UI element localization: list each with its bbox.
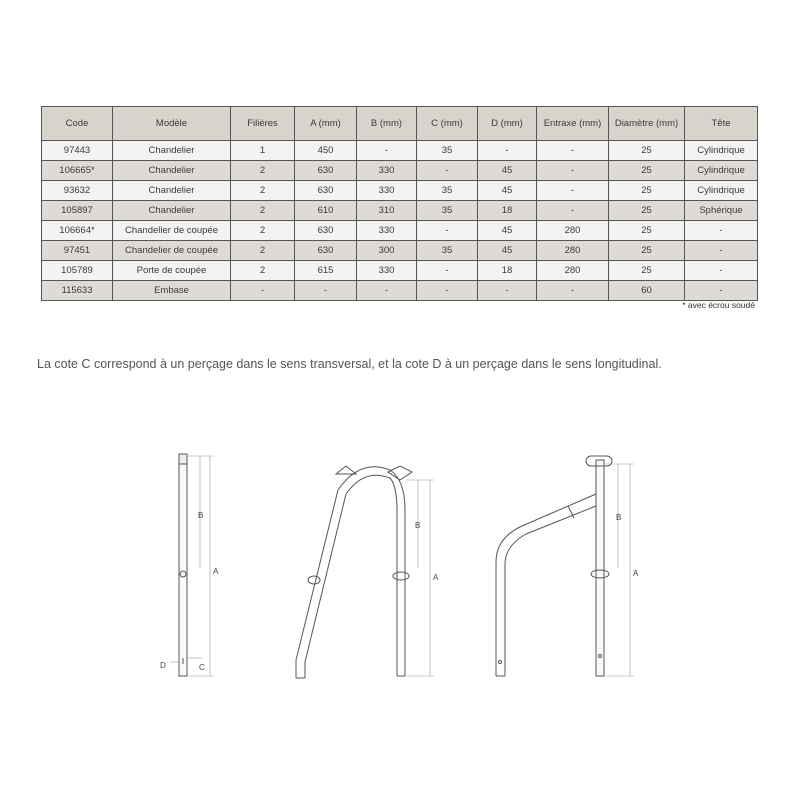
table-cell: 2: [231, 161, 295, 181]
table-cell: 25: [609, 261, 685, 281]
table-cell: 330: [357, 161, 417, 181]
table-cell: Porte de coupée: [113, 261, 231, 281]
table-cell: -: [685, 241, 758, 261]
table-cell: -: [417, 161, 478, 181]
label-d-1: D: [160, 661, 166, 670]
label-b-2: B: [415, 521, 421, 530]
table-cell: 2: [231, 241, 295, 261]
label-a-2: A: [433, 573, 439, 582]
table-cell: 630: [295, 181, 357, 201]
table-cell: 2: [231, 181, 295, 201]
table-cell: -: [295, 281, 357, 301]
table-cell: 1: [231, 141, 295, 161]
table-cell: 615: [295, 261, 357, 281]
table-cell: -: [537, 161, 609, 181]
table-cell: 45: [478, 161, 537, 181]
table-cell: 105897: [42, 201, 113, 221]
table-cell: 450: [295, 141, 357, 161]
table-cell: -: [417, 281, 478, 301]
table-row: [42, 201, 758, 221]
table-cell: Chandelier de coupée: [113, 221, 231, 241]
table-row: [42, 141, 758, 161]
table-cell: 630: [295, 241, 357, 261]
table-cell: 330: [357, 181, 417, 201]
table-cell: Chandelier: [113, 201, 231, 221]
table-cell: 280: [537, 221, 609, 241]
table-cell: -: [685, 221, 758, 241]
column-header: D (mm): [478, 107, 537, 141]
label-c-1: C: [199, 663, 205, 672]
table-cell: 97451: [42, 241, 113, 261]
label-a-1: A: [213, 567, 219, 576]
table-cell: 25: [609, 161, 685, 181]
table-cell: Cylindrique: [685, 181, 758, 201]
table-cell: 300: [357, 241, 417, 261]
table-cell: -: [537, 181, 609, 201]
column-header: A (mm): [295, 107, 357, 141]
table-cell: 45: [478, 181, 537, 201]
table-cell: Chandelier: [113, 181, 231, 201]
column-header: B (mm): [357, 107, 417, 141]
table-row: [42, 281, 758, 301]
table-cell: 93632: [42, 181, 113, 201]
column-header: Filières: [231, 107, 295, 141]
table-cell: Chandelier: [113, 141, 231, 161]
table-cell: -: [478, 141, 537, 161]
stanchion-gangway-drawing: [296, 466, 434, 678]
table-body: [42, 141, 758, 301]
table-cell: Chandelier: [113, 161, 231, 181]
table-cell: 25: [609, 201, 685, 221]
table-cell: 25: [609, 241, 685, 261]
table-cell: 35: [417, 201, 478, 221]
table-cell: 2: [231, 261, 295, 281]
table-cell: -: [478, 281, 537, 301]
table-cell: -: [685, 281, 758, 301]
table-cell: Embase: [113, 281, 231, 301]
table-cell: 45: [478, 221, 537, 241]
table-cell: 105789: [42, 261, 113, 281]
spec-table: [41, 106, 758, 301]
table-cell: -: [231, 281, 295, 301]
column-header: Tête: [685, 107, 758, 141]
table-cell: 25: [609, 141, 685, 161]
table-cell: -: [537, 201, 609, 221]
column-header: Diamètre (mm): [609, 107, 685, 141]
table-cell: 35: [417, 241, 478, 261]
table-cell: 45: [478, 241, 537, 261]
table-cell: 97443: [42, 141, 113, 161]
footnote: * avec écrou soudé: [682, 300, 755, 310]
table-cell: 25: [609, 221, 685, 241]
table-cell: Cylindrique: [685, 161, 758, 181]
table-cell: 330: [357, 221, 417, 241]
table-cell: 106664*: [42, 221, 113, 241]
table-row: [42, 161, 758, 181]
table-cell: -: [357, 281, 417, 301]
table-cell: 330: [357, 261, 417, 281]
label-b-3: B: [616, 513, 622, 522]
table-cell: 310: [357, 201, 417, 221]
table-cell: -: [417, 221, 478, 241]
column-header: Code: [42, 107, 113, 141]
label-a-3: A: [633, 569, 639, 578]
table-cell: 115633: [42, 281, 113, 301]
table-cell: 610: [295, 201, 357, 221]
table-cell: Cylindrique: [685, 141, 758, 161]
table-cell: 2: [231, 221, 295, 241]
table-row: [42, 181, 758, 201]
column-header: C (mm): [417, 107, 478, 141]
table-cell: 18: [478, 201, 537, 221]
table-cell: -: [537, 281, 609, 301]
label-b-1: B: [198, 511, 204, 520]
table-cell: -: [685, 261, 758, 281]
table-cell: 60: [609, 281, 685, 301]
table-cell: 2: [231, 201, 295, 221]
table-cell: 18: [478, 261, 537, 281]
table-cell: 280: [537, 261, 609, 281]
table-cell: 25: [609, 181, 685, 201]
table-cell: -: [357, 141, 417, 161]
column-header: Entraxe (mm): [537, 107, 609, 141]
table-cell: 35: [417, 181, 478, 201]
table-row: [42, 241, 758, 261]
table-row: [42, 221, 758, 241]
description-text: La cote C correspond à un perçage dans le sens transversal, et la cote D à un perçage dans le sens longitudinal.: [37, 357, 662, 371]
gangway-gate-drawing: [496, 456, 634, 676]
table-cell: 280: [537, 241, 609, 261]
table-row: [42, 261, 758, 281]
technical-drawing: [150, 450, 670, 690]
table-cell: Chandelier de coupée: [113, 241, 231, 261]
table-cell: Sphérique: [685, 201, 758, 221]
column-header: Modèle: [113, 107, 231, 141]
table-header-row: [42, 107, 758, 141]
table-cell: 106665*: [42, 161, 113, 181]
table-cell: 35: [417, 141, 478, 161]
stanchion-straight-drawing: [170, 454, 214, 676]
table-cell: 630: [295, 161, 357, 181]
table-cell: -: [417, 261, 478, 281]
table-cell: 630: [295, 221, 357, 241]
table-cell: -: [537, 141, 609, 161]
